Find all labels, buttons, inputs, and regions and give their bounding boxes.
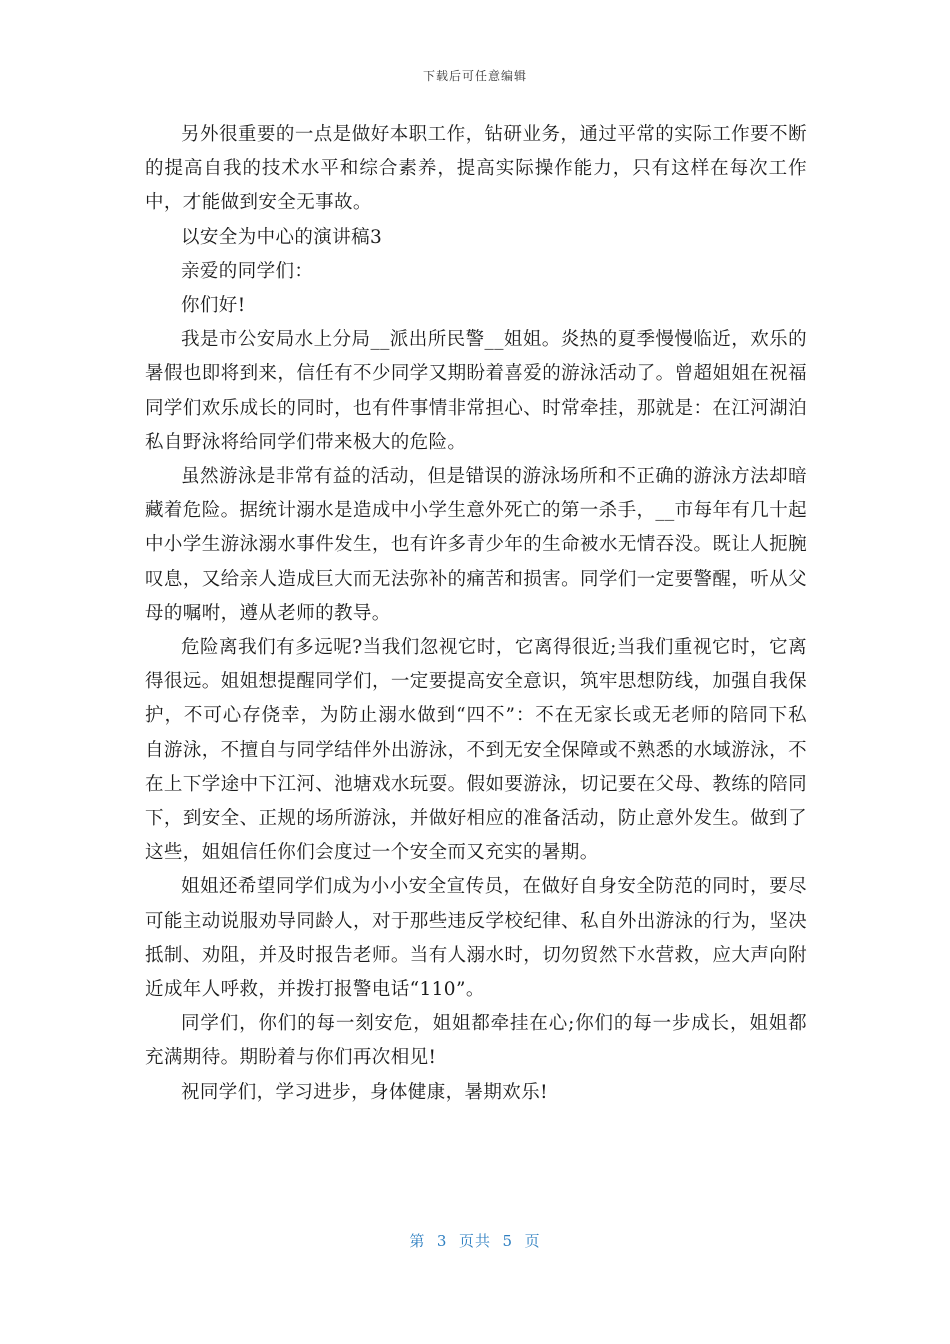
salutation: 亲爱的同学们：: [181, 260, 314, 282]
paragraph: 虽然游泳是非常有益的活动，但是错误的游泳场所和不正确的游泳方法却暗藏着危险。据统计溺水是造成中小学生意外死亡的第一杀手，__市每年有几十起中小学生游泳溺水事件发生，也有许多青少年的生命被水无情吞没。既让人扼腕叹息，又给亲人造成巨大而无法弥补的痛苦和损害。同学们一定要警醒，听从父母的嘱咐，遵从老师的教导。: [145, 466, 807, 624]
section-title: 以安全为中心的演讲稿3: [181, 226, 383, 248]
closing-wish: 祝同学们，学习进步，身体健康，暑期欢乐!: [181, 1081, 548, 1103]
page-number: 第 3 页共 5 页: [409, 1232, 541, 1250]
header-note: 下载后可任意编辑: [422, 69, 527, 83]
greeting: 你们好!: [181, 295, 246, 317]
paragraph: 危险离我们有多远呢?当我们忽视它时，它离得很近;当我们重视它时，它离得很远。姐姐想提醒同学们，一定要提高安全意识，筑牢思想防线，加强自我保护，不可心存侥幸，为防止溺水做到“四不”：不在无家长或无老师的陪同下私自游泳，不擅自与同学结伴外出游泳，不到无安全保障或不熟悉的水域游泳，不在上下学途中下江河、池塘戏水玩耍。假如要游泳，切记要在父母、教练的陪同下，到安全、正规的场所游泳，并做好相应的准备活动，防止意外发生。做到了这些，姐姐信任你们会度过一个安全而又充实的暑期。: [145, 637, 807, 864]
paragraph: 同学们，你们的每一刻安危，姐姐都牵挂在心;你们的每一步成长，姐姐都充满期待。期盼着与你们再次相见!: [145, 1013, 807, 1069]
paragraph: 姐姐还希望同学们成为小小安全宣传员，在做好自身安全防范的同时，要尽可能主动说服劝导同龄人，对于那些违反学校纪律、私自外出游泳的行为，坚决抵制、劝阻，并及时报告老师。当有人溺水时，切勿贸然下水营救，应大声向附近成年人呼救，并拨打报警电话“110”。: [145, 876, 807, 1001]
paragraph: 我是市公安局水上分局__派出所民警__姐姐。炎热的夏季慢慢临近，欢乐的暑假也即将到来，信任有不少同学又期盼着喜爱的游泳活动了。曾超姐姐在祝福同学们欢乐成长的同时，也有件事情非常担心、时常牵挂，那就是：在江河湖泊私自野泳将给同学们带来极大的危险。: [145, 329, 807, 453]
document-body: [145, 118, 807, 1110]
paragraph: 另外很重要的一点是做好本职工作，钻研业务，通过平常的实际工作要不断的提高自我的技术水平和综合素养，提高实际操作能力，只有这样在每次工作中，才能做到安全无事故。: [145, 124, 807, 214]
